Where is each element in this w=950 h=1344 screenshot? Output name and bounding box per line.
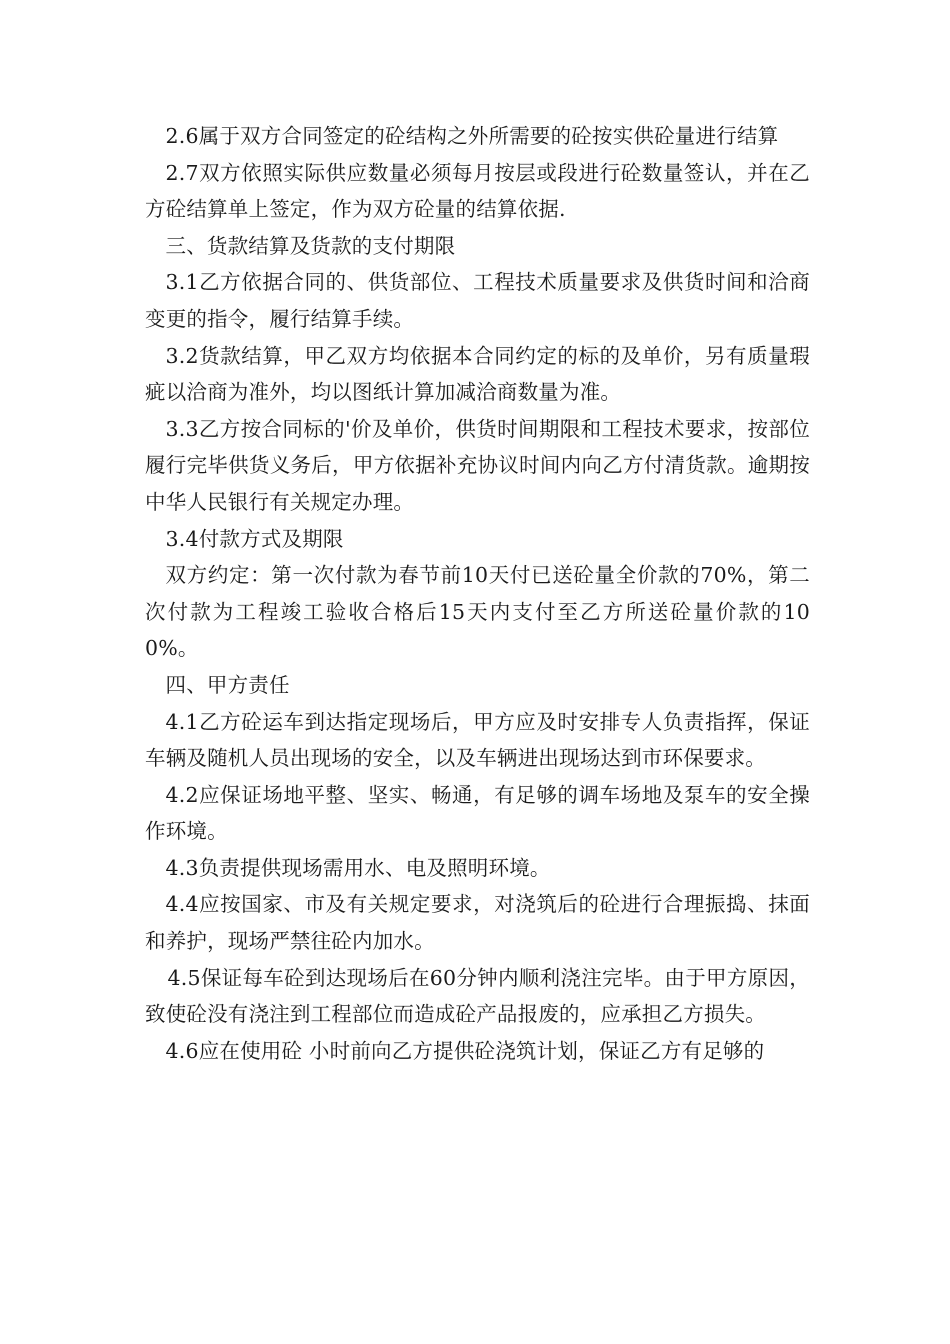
paragraph-2-6: 2.6属于双方合同签定的砼结构之外所需要的砼按实供砼量进行结算	[165, 124, 779, 148]
paragraph-4-4: 4.4应按国家、市及有关规定要求，对浇筑后的砼进行合理振捣、抹面和养护，现场严禁往砼内加水。	[145, 892, 810, 954]
paragraph-payment-terms: 双方约定：第一次付款为春节前10天付已送砼量全价款的70%，第二次付款为工程竣工验收合格后15天内支付至乙方所送砼量价款的100%。	[145, 563, 810, 661]
paragraph-3-1: 3.1乙方依据合同的、供货部位、工程技术质量要求及供货时间和洽商变更的指令，履行结算手续。	[145, 270, 810, 331]
paragraph-4-2: 4.2应保证场地平整、坚实、畅通，有足够的调车场地及泵车的安全操作环境。	[145, 782, 810, 844]
paragraph-3-4: 3.4付款方式及期限	[165, 526, 344, 551]
paragraph-2-7: 2.7双方依照实际供应数量必须每月按层或段进行砼数量签认，并在乙方砼结算单上签定，作为双方砼量的结算依据.	[145, 160, 810, 222]
section-heading-3: 三、货款结算及货款的支付期限	[165, 233, 456, 258]
paragraph-4-6: 4.6应在使用砼 小时前向乙方提供砼浇筑计划，保证乙方有足够的	[165, 1038, 765, 1063]
document-body	[145, 118, 810, 1069]
section-heading-4: 四、甲方责任	[165, 672, 290, 697]
paragraph-4-1: 4.1乙方砼运车到达指定现场后，甲方应及时安排专人负责指挥，保证车辆及随机人员出现场的安全，以及车辆进出现场达到市环保要求。	[145, 709, 810, 771]
paragraph-3-2: 3.2货款结算，甲乙双方均依据本合同约定的标的及单价，另有质量瑕疵以洽商为准外，均以图纸计算加减洽商数量为准。	[145, 343, 810, 405]
paragraph-3-3: 3.3乙方按合同标的'价及单价，供货时间期限和工程技术要求，按部位履行完毕供货义务后，甲方依据补充协议时间内向乙方付清货款。逾期按中华人民银行有关规定办理。	[145, 416, 810, 514]
paragraph-4-5: 4.5保证每车砼到达现场后在60分钟内顺利浇注完毕。由于甲方原因，致使砼没有浇注到工程部位而造成砼产品报废的，应承担乙方损失。	[145, 965, 810, 1027]
paragraph-4-3: 4.3负责提供现场需用水、电及照明环境。	[165, 855, 551, 880]
